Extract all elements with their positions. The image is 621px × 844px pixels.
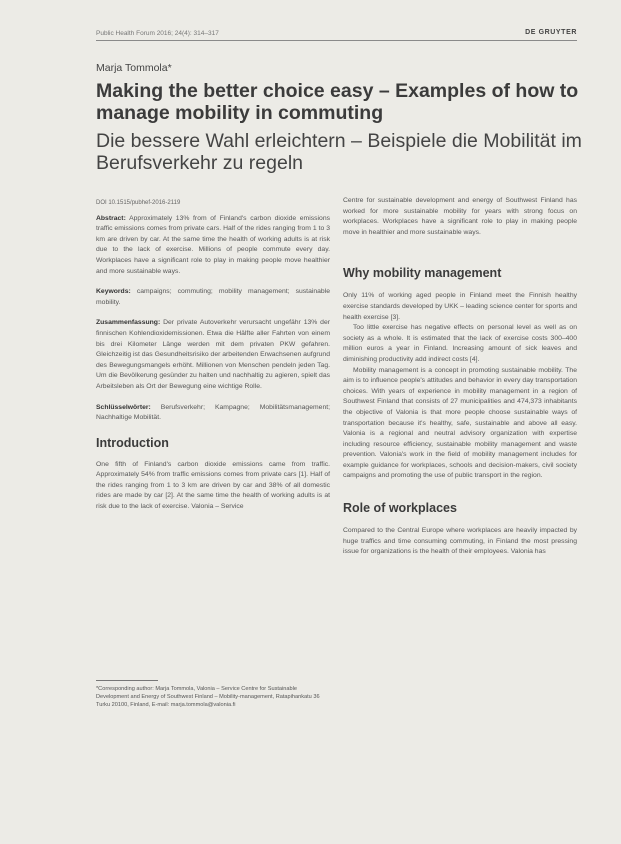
schluesselwoerter-text: Berufsverkehr; Kampagne; Mobilitätsmanagement; Nachhaltige Mobilität. [96, 403, 330, 422]
intro-continuation: Centre for sustainable development and energy of Southwest Finland has worked for more sustainable mobility for years with strong focus on workplaces. Workplaces have a significant role to play in making people move in healthier and more sustainable ways. [343, 197, 577, 236]
role-of-workplaces-heading: Role of workplaces [343, 501, 457, 516]
publisher-logo: DE GRUYTER [525, 29, 577, 36]
header-rule [96, 40, 577, 41]
abstract-text: Approximately 13% from of Finland's carbon dioxide emissions traffic emissions comes from private cars. Half of the rides ranging from 1 to 3 km are driven by car. At the same time the health of working adults is at risk due to the lack of exercise. Millions of people commute every day. Workplaces have a significant role to play in making people move healthier and more sustainable ways. [96, 214, 330, 275]
keywords-label: Keywords: [96, 288, 131, 296]
keywords-text: campaigns; commuting; mobility management; sustainable mobility. [96, 288, 330, 306]
why-paragraph-3: Mobility management is a concept in promoting sustainable mobility. The aim is to influence people's attitudes and behavior in every day transportation choices. With years of experience in mobility management in a region of Southwest Finland that consists of 27 municipalities and 474,373 inhabitants the objective of Valonia is that more people choose sustainable ways of transportation because it's healthy, safe, sustainable and above all easy. Valonia is a regional and neutral advisory organization with expertise including resource efficiency, sustainable mobility management and waste prevention. Valonia's work in the field of mobility management includes for example guidance for workplaces, schools and decision-makers, civil society campaigns and promoting the use of public transport in the region. [343, 366, 577, 480]
correspondence-footnote [96, 680, 330, 710]
footnote-rule [96, 680, 158, 681]
author-name: Marja Tommola* [96, 62, 172, 74]
keywords [96, 287, 330, 308]
introduction-heading: Introduction [96, 435, 169, 450]
introduction-text: One fifth of Finland's carbon dioxide emissions came from traffic. Approximately 54% from traffic emissions comes from private cars [1]. Half of the rides ranging from 1 to 3 km are driven by car and 38% of all domestic rides are made by car [2]. At the same time the health of working adults is at risk due to the lack of exercise. Valonia – Service [96, 460, 330, 511]
running-head [96, 30, 577, 37]
zusammenfassung-label: Zusammenfassung: [96, 319, 161, 327]
schluesselwoerter [96, 403, 330, 424]
left-column [96, 198, 330, 513]
zusammenfassung-text: Der private Autoverkehr verursacht ungefähr 13% der finnischen Kohlendioxidemissionen. Etwa die Hälfte aller Fahrten von einem bis drei Kilometer Länge werden mit dem privaten PKW gefahren. Gleichzeitig ist das Gesundheitsrisiko der arbeitenden Erwachsenen aufgrund des Bewegungsmangels erhöht. Millionen von Menschen pendeln jeden Tag. Um die Bevölkerung gesünder zu halten und nachhaltig zu agieren, spielt das Arbeitsleben als Ort der Bewegung eine wichtige Rolle. [96, 319, 331, 390]
footnote-text: *Corresponding author: Marja Tommola, Valonia – Service Centre for Sustainable Development and Energy of Southwest Finland – Mobility-management, Ratapihankatu 36 Turku 20100, Finland, E-mail: marja.tommola@valonia.fi [96, 686, 320, 709]
title-german: Die bessere Wahl erleichtern – Beispiele die Mobilität im Berufsverkehr zu regeln [96, 130, 582, 174]
right-column [343, 196, 577, 558]
why-mobility-heading: Why mobility management [343, 266, 502, 281]
schluesselwoerter-label: Schlüsselwörter: [96, 403, 151, 411]
zusammenfassung [96, 318, 330, 392]
title-english: Making the better choice easy – Examples of how to manage mobility in commuting [96, 80, 579, 124]
doi: DOI 10.1515/pubhef-2016-2119 [96, 200, 181, 206]
abstract [96, 214, 330, 278]
why-paragraph-2: Too little exercise has negative effects on personal level as well as on society as a whole. It is estimated that the lack of exercise costs 300–400 million euros a year in Finland. Increasing amount of sick leaves and diminishing productivity add indirect costs [4]. [343, 324, 577, 363]
role-paragraph: Compared to the Central Europe where workplaces are heavily impacted by huge traffics and time consuming commuting, in Finland the most pressing issue for organizations is the health of their employees. Valonia has [343, 527, 577, 556]
journal-citation: Public Health Forum 2016; 24(4): 314–317 [96, 30, 219, 37]
abstract-label: Abstract: [96, 214, 126, 222]
why-paragraph-1: Only 11% of working aged people in Finland meet the Finnish healthy exercise standards developed by UKK – leading science center for sports and health exercise [3]. [343, 292, 577, 321]
